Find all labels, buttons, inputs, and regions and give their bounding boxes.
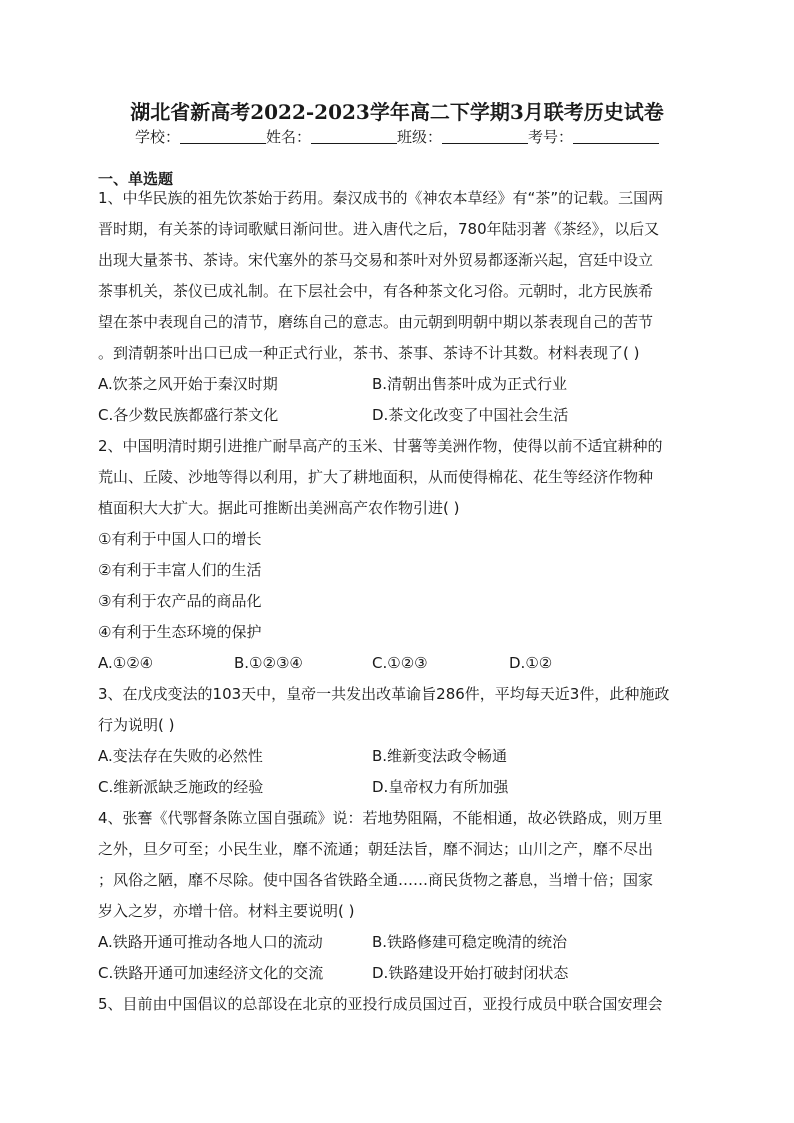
number-label: 考号： [528, 128, 574, 146]
q1-option-d[interactable]: D.茶文化改变了中国社会生活 [372, 406, 569, 424]
q1-line: 出现大量茶书、茶诗。宋代塞外的茶马交易和茶叶对外贸易都逐渐兴起，宫廷中设立 [98, 251, 654, 269]
q2-statement: ④有利于生态环境的保护 [98, 623, 262, 641]
class-label: 班级： [397, 128, 443, 146]
q1-line: 望在茶中表现自己的清节，磨练自己的意志。由元朝到明朝中期以茶表现自己的苦节 [98, 313, 654, 331]
page-title: 湖北省新高考2022-2023学年高二下学期3月联考历史试卷 [130, 100, 664, 124]
q2-option-d[interactable]: D.①② [509, 654, 553, 672]
q2-statement: ③有利于农产品的商品化 [98, 592, 262, 610]
q1-option-a[interactable]: A.饮茶之风开始于秦汉时期 [98, 375, 278, 393]
q2-line: 2、中国明清时期引进推广耐旱高产的玉米、甘薯等美洲作物，使得以前不适宜耕种的 [98, 437, 663, 455]
q3-line: 3、在戊戌变法的103天中，皇帝一共发出改革谕旨286件，平均每天近3件，此种施政 [98, 685, 670, 703]
class-blank[interactable] [442, 129, 528, 144]
q3-option-a[interactable]: A.变法存在失败的必然性 [98, 747, 263, 765]
school-blank[interactable] [180, 129, 266, 144]
q1-line: 。到清朝茶叶出口已成一种正式行业，茶书、茶事、茶诗不计其数。材料表现了( ) [98, 344, 640, 362]
school-label: 学校： [134, 128, 180, 146]
q3-option-b[interactable]: B.维新变法政令畅通 [372, 747, 508, 765]
q3-option-c[interactable]: C.维新派缺乏施政的经验 [98, 778, 264, 796]
q4-line: 岁入之岁，亦增十倍。材料主要说明( ) [98, 902, 355, 920]
q1-option-c[interactable]: C.各少数民族都盛行茶文化 [98, 406, 279, 424]
q3-option-d[interactable]: D.皇帝权力有所加强 [372, 778, 509, 796]
q1-line: 1、中华民族的祖先饮茶始于药用。秦汉成书的《神农本草经》有“茶”的记载。三国两 [98, 189, 664, 207]
number-blank[interactable] [573, 129, 659, 144]
q3-line: 行为说明( ) [98, 716, 175, 734]
name-blank[interactable] [311, 129, 397, 144]
q4-line: 之外，旦夕可至；小民生业，靡不流通；朝廷法旨，靡不洞达；山川之产，靡不尽出 [98, 840, 654, 858]
q4-line: 4、张謇《代鄂督条陈立国自强疏》说：若地势阻隔，不能相通，故必铁路成，则万里 [98, 809, 663, 827]
q1-line: 晋时期，有关茶的诗词歌赋日渐问世。进入唐代之后，780年陆羽著《茶经》，以后又 [98, 220, 660, 238]
q2-option-c[interactable]: C.①②③ [372, 654, 428, 672]
q2-line: 荒山、丘陵、沙地等得以利用，扩大了耕地面积，从而使得棉花、花生等经济作物种 [98, 468, 654, 486]
q2-statement: ②有利于丰富人们的生活 [98, 561, 262, 579]
name-label: 姓名： [265, 128, 311, 146]
q1-line: 茶事机关，茶仪已成礼制。在下层社会中，有各种茶文化习俗。元朝时，北方民族希 [98, 282, 654, 300]
q2-option-a[interactable]: A.①②④ [98, 654, 154, 672]
student-info-row [0, 126, 794, 147]
q2-line: 植面积大大扩大。据此可推断出美洲高产农作物引进( ) [98, 499, 460, 517]
q5-line: 5、目前由中国倡议的总部设在北京的亚投行成员国过百，亚投行成员中联合国安理会 [98, 995, 663, 1013]
section-heading: 一、单选题 [98, 170, 174, 188]
q4-option-d[interactable]: D.铁路建设开始打破封闭状态 [372, 964, 569, 982]
q4-option-c[interactable]: C.铁路开通可加速经济文化的交流 [98, 964, 324, 982]
q4-line: ；风俗之陋，靡不尽除。使中国各省铁路全通……商民货物之蕃息，当增十倍；国家 [98, 871, 654, 889]
q2-statement: ①有利于中国人口的增长 [98, 530, 262, 548]
q4-option-a[interactable]: A.铁路开通可推动各地人口的流动 [98, 933, 323, 951]
q1-option-b[interactable]: B.清朝出售茶叶成为正式行业 [372, 375, 568, 393]
q4-option-b[interactable]: B.铁路修建可稳定晚清的统治 [372, 933, 568, 951]
q2-option-b[interactable]: B.①②③④ [234, 654, 303, 672]
